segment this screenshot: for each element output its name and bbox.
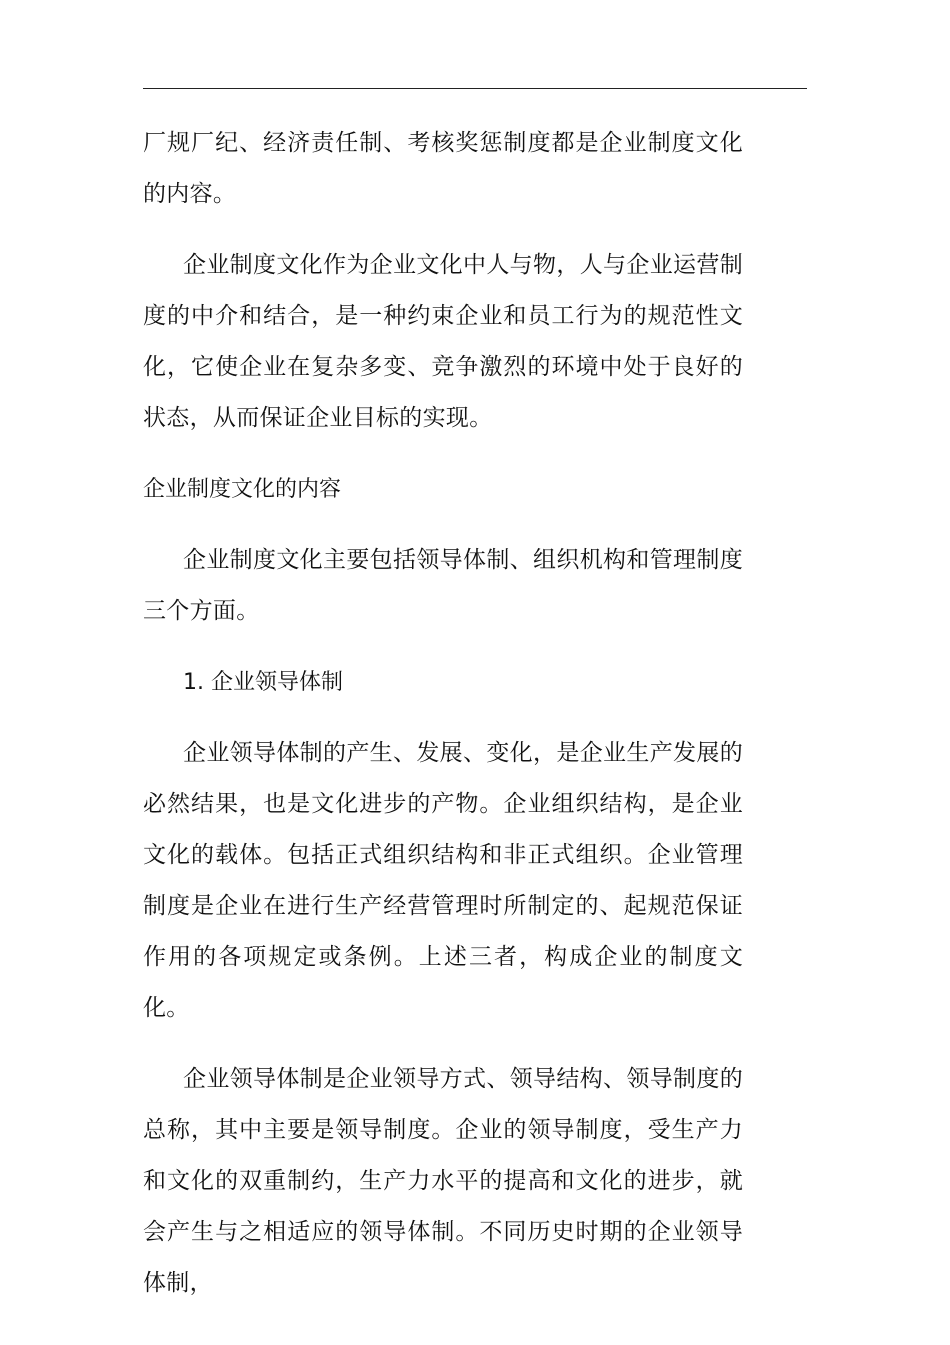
paragraph-leadership-definition: 企业领导体制是企业领导方式、领导结构、领导制度的总称，其中主要是领导制度。企业的领导制度，受生产力和文化的双重制约，生产力水平的提高和文化的进步，就会产生与之相适应的领导体制。不同历史时期的企业领导体制， — [143, 1066, 743, 1296]
section-heading: 企业制度文化的内容 — [143, 477, 342, 502]
paragraph-leadership-system: 企业领导体制的产生、发展、变化，是企业生产发展的必然结果，也是文化进步的产物。企业组织结构，是企业文化的载体。包括正式组织结构和非正式组织。企业管理制度是企业在进行生产经营管理时所制定的、起规范保证作用的各项规定或条例。上述三者，构成企业的制度文化。 — [143, 740, 743, 1021]
paragraph-overview: 企业制度文化主要包括领导体制、组织机构和管理制度三个方面。 — [143, 547, 743, 624]
subsection-heading: 1. 企业领导体制 — [183, 670, 343, 695]
paragraph-definition: 企业制度文化作为企业文化中人与物，人与企业运营制度的中介和结合，是一种约束企业和员工行为的规范性文化，它使企业在复杂多变、竞争激烈的环境中处于良好的状态，从而保证企业目标的实现。 — [143, 252, 743, 431]
document-body — [143, 118, 743, 1329]
header-rule — [143, 88, 807, 89]
paragraph-continuation: 厂规厂纪、经济责任制、考核奖惩制度都是企业制度文化的内容。 — [143, 130, 743, 207]
